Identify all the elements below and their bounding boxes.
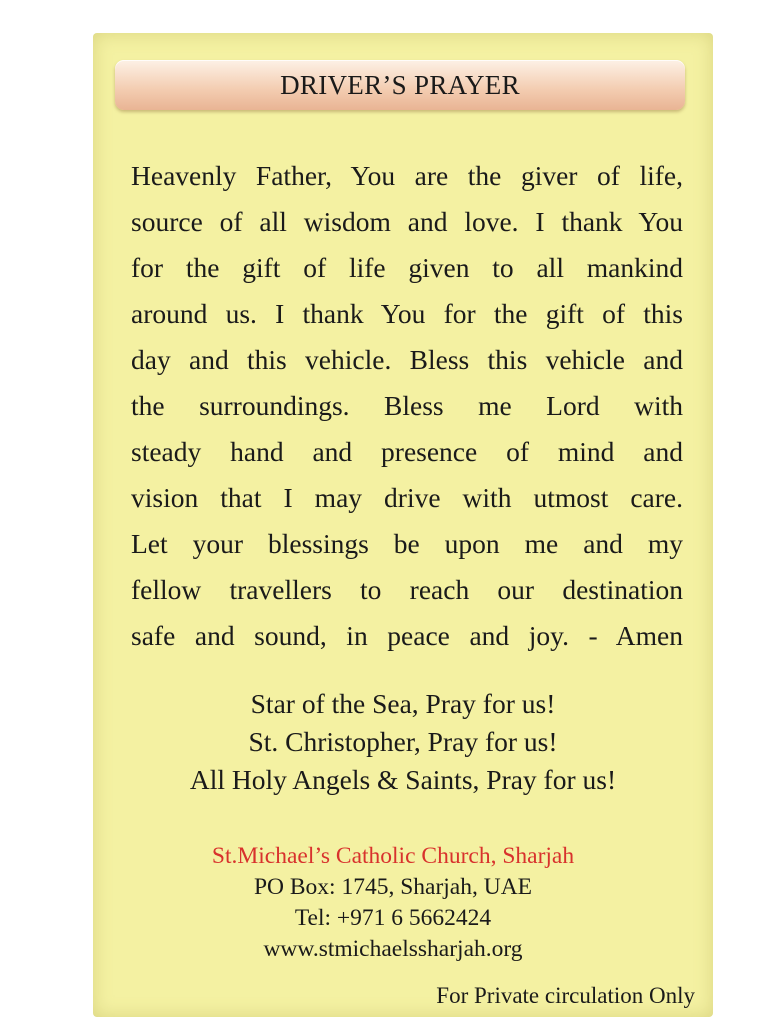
title-banner — [115, 60, 685, 110]
prayer-card — [93, 33, 713, 1017]
private-circulation-note: For Private circulation Only — [436, 983, 695, 1008]
prayer-line: Heavenly Father, You are the giver of life, — [131, 160, 683, 191]
telephone: Tel: +971 6 5662424 — [294, 905, 492, 931]
page-title: DRIVER’S PRAYER — [280, 69, 520, 100]
prayer-line: steady hand and presence of mind and — [131, 436, 683, 467]
invocation-line: All Holy Angels & Saints, Pray for us! — [189, 764, 617, 795]
prayer-line: source of all wisdom and love. I thank You — [131, 206, 683, 237]
church-name: St.Michael’s Catholic Church, Sharjah — [211, 843, 575, 869]
invocation-line: Star of the Sea, Pray for us! — [250, 688, 556, 719]
prayer-line: for the gift of life given to all mankind — [131, 252, 683, 283]
po-box: PO Box: 1745, Sharjah, UAE — [253, 874, 533, 900]
prayer-line: around us. I thank You for the gift of this — [131, 298, 683, 329]
invocation-line: St. Christopher, Pray for us! — [248, 726, 558, 757]
prayer-line: day and this vehicle. Bless this vehicle and — [131, 344, 683, 375]
prayer-line: vision that I may drive with utmost care. — [131, 482, 683, 513]
website-link[interactable]: www.stmichaelssharjah.org — [263, 936, 523, 962]
prayer-line: safe and sound, in peace and joy. - Amen — [131, 620, 683, 651]
prayer-text — [131, 153, 683, 659]
prayer-line: fellow travellers to reach our destination — [131, 574, 683, 605]
contact-block — [93, 841, 693, 965]
invocations — [93, 685, 713, 799]
prayer-line: the surroundings. Bless me Lord with — [131, 390, 683, 421]
prayer-line: Let your blessings be upon me and my — [131, 528, 683, 559]
